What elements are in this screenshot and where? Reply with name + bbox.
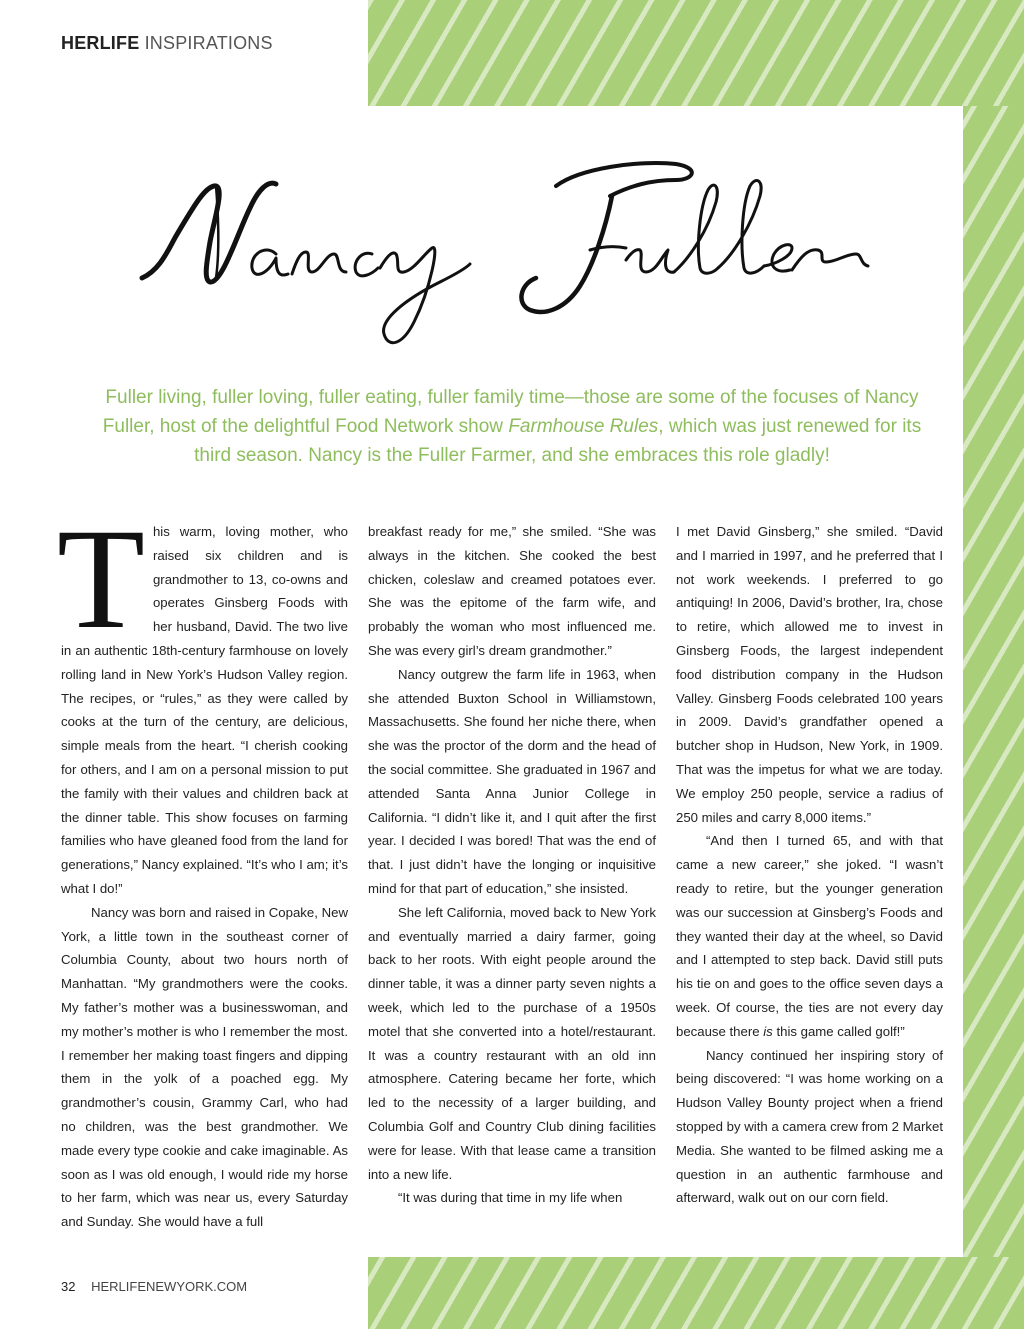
section-label (61, 33, 273, 54)
section-name: INSPIRATIONS (144, 33, 273, 53)
decorative-stripe-band-bottom (368, 1257, 1024, 1329)
intro-text-part1: Fuller living, fuller loving, fuller eating, fuller family time—those are some of the focuses of Nancy Fuller, host of the delightful Food Network show (102, 387, 919, 437)
paragraph: “It was during that time in my life when (398, 1190, 623, 1206)
article-title-script (0, 150, 1024, 360)
page-number: 32 (61, 1279, 76, 1294)
paragraph-text: “And then I turned 65, and with that came a new career,” she joked. “I wasn’t ready to retire, but the younger generation was our succession at Ginsberg’s Foods and they wanted their day at the wheel, so David and I attempted to step back. David still puts his tie on and goes to the office seven days a week. Of course, the ties are not every day because there (676, 833, 943, 1039)
paragraph: I met David Ginsberg,” she smiled. “David and I married in 1997, and he preferred that I not work weekends. I preferred to go antiquing! In 2006, David’s brother, Ira, chose to retire, which allowed me to invest in Ginsberg Foods, the largest independent food distribution company in the Hudson Valley. Ginsberg Foods celebrated 100 years in 2009. David’s grandfather opened a butcher shop in Hudson, New York, in 1909. That was the impetus for what we are today. We employ 250 people, service a radius of 250 miles and carry 8,000 items.” (676, 524, 943, 825)
decorative-stripe-band-top (368, 0, 1024, 106)
article-column-2 (368, 520, 656, 1210)
page-footer (61, 1279, 247, 1294)
paragraph: breakfast ready for me,” she smiled. “She was always in the kitchen. She cooked the best chicken, coleslaw and creamed potatoes ever. She was the epitome of the farm wife, and probably the woman who most influenced me. She was every girl’s dream grandmother.” (368, 524, 656, 658)
intro-deck (100, 383, 924, 470)
paragraph: Nancy continued her inspiring story of being discovered: “I was home working on a Hudson Valley Bounty project when a friend stopped by with a camera crew from 2 Market Media. She wanted to be filmed asking me a question in an authentic farmhouse and afterward, walk out on our corn field. (676, 1047, 943, 1206)
paragraph-text: his warm, loving mother, who raised six children and is grandmother to 13, co-owns and operates Ginsberg Foods with her husband, David. The two live in an authentic 18th-century farmhouse on lovely rolling land in New York’s Hudson Valley region. The recipes, or “rules,” as they were called by cooks at the turn of the century, are delicious, simple meals from the heart. “I cherish cooking for others, and I am on a personal mission to put the family with their values and children back at the dinner table. This show focuses on farming families who have gleaned food from the land for generations,” Nancy explained. “It’s who I am; it’s what I do!” (61, 524, 348, 896)
show-title: Farmhouse Rules (508, 416, 659, 437)
intro-text-part2: , which was just renewed for its third season. Nancy is the Fuller Farmer, and she embraces this role gladly! (194, 416, 922, 466)
paragraph (57, 500, 348, 901)
paragraph-text-end: this game called golf!” (772, 1023, 905, 1039)
paragraph: She left California, moved back to New York and eventually married a dairy farmer, going back to her roots. With eight people around the dinner table, it was a dinner party seven nights a week, which led to the purchase of a 1950s motel that she converted into a hotel/restaurant. It was a country restaurant with an old inn atmosphere. Catering became her forte, which led to the necessity of a larger building, and Columbia Golf and Country Club dining facilities were for lease. With that lease came a transition into a new life. (368, 904, 656, 1182)
drop-cap: T (57, 500, 145, 659)
paragraph: Nancy was born and raised in Copake, New York, a little town in the southeast corner of Columbia County, about two hours north of Manhattan. “My grandmothers were the cooks. My father’s mother was a businesswoman, and my mother’s mother is who I remember the most. I remember her making toast fingers and dipping them in the yolk of a poached egg. My grandmother’s cousin, Grammy Carl, who had no children, was the best grandmother. We made every type cookie and cake imaginable. As soon as I was old enough, I would ride my horse to her farm, which was near us, every Saturday and Sunday. She would have a full (61, 904, 348, 1230)
emphasis: is (763, 1023, 773, 1039)
brand-name: HERLIFE (61, 33, 140, 53)
paragraph (676, 829, 943, 1043)
paragraph: Nancy outgrew the farm life in 1963, when she attended Buxton School in Williamstown, Massachusetts. She found her niche there, when she was the proctor of the dorm and the head of the social committee. She graduated in 1967 and attended Santa Anna Junior College in California. “I didn’t like it, and I quit after the first year. I decided I was bored! That was the end of that. I just didn’t have the longing or inquisitive mind for that part of education,” she insisted. (368, 666, 656, 896)
website-url: HERLIFENEWYORK.COM (91, 1279, 248, 1294)
article-column-1 (57, 500, 348, 1234)
article-column-3 (676, 520, 943, 1210)
signature-title-graphic (0, 150, 1024, 360)
